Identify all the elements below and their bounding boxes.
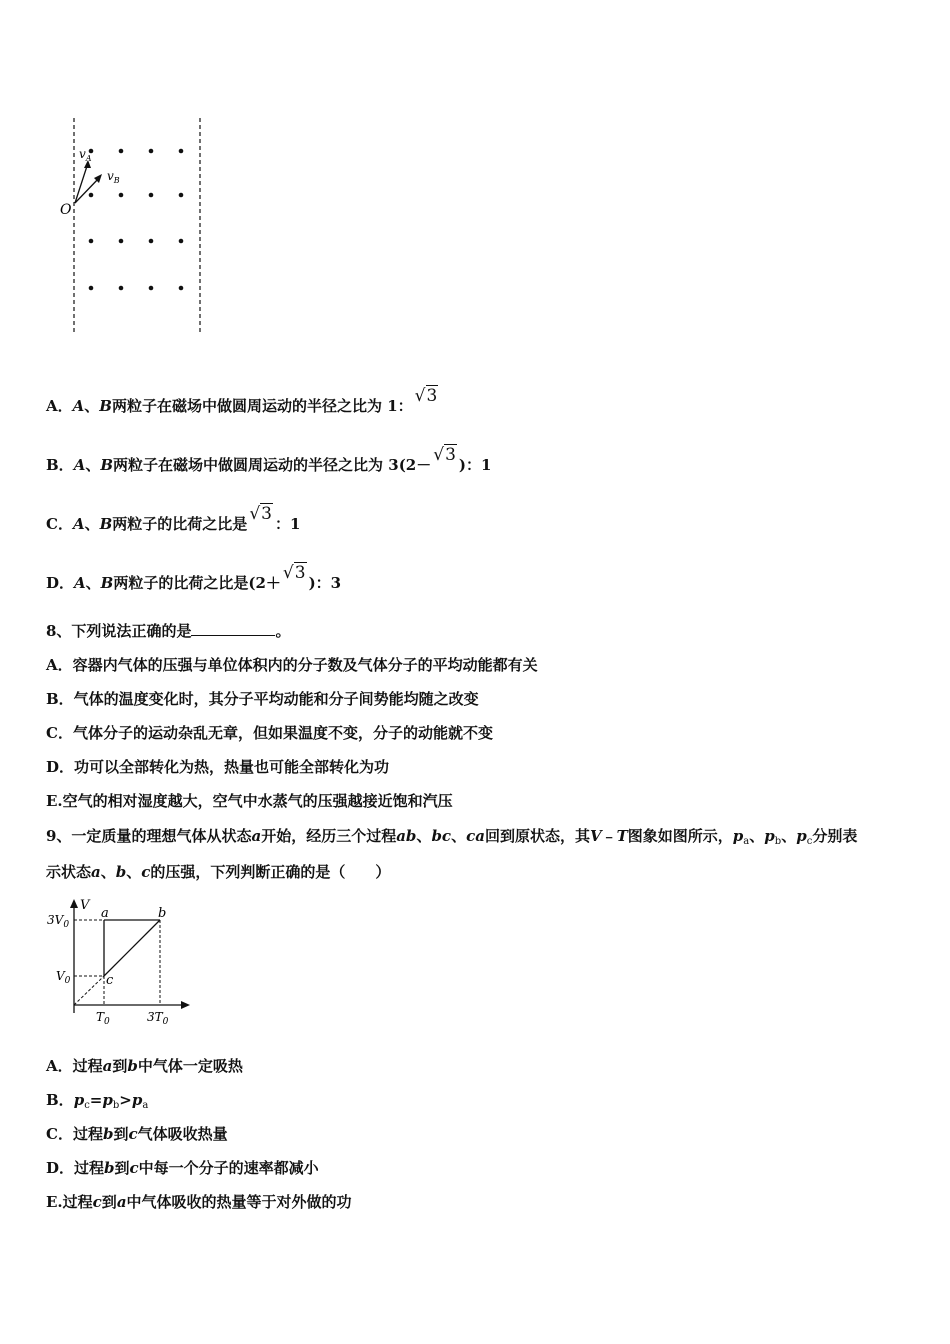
sqrt-symbol: √3 xyxy=(249,504,272,524)
origin-label: O xyxy=(60,202,72,218)
y-axis-label: V xyxy=(80,898,90,913)
process-bc xyxy=(104,920,160,976)
q7-option-a: A．A、B两粒子在磁场中做圆周运动的半径之比为 1： √3 xyxy=(46,386,438,415)
q9-option-c: C．过程b到c气体吸收热量 xyxy=(46,1125,228,1143)
x-axis-arrowhead xyxy=(181,1001,190,1009)
va-label: $v_A$ xyxy=(79,147,92,163)
y-axis-arrowhead xyxy=(70,899,78,908)
sqrt-symbol: √3 xyxy=(433,445,456,465)
q9-stem-line1: 9、一定质量的理想气体从状态a开始，经历三个过程ab、bc、ca回到原状态，其V﹣T图象如图所示，$p_a$、$p_b$、$p_c$分别表 xyxy=(46,827,858,847)
q9-option-a: A．过程a到b中气体一定吸热 xyxy=(46,1057,243,1075)
q8-option-e: E.空气的相对湿度越大，空气中水蒸气的压强越接近饱和汽压 xyxy=(46,792,453,810)
tick-t0: $T_0$ xyxy=(96,1010,110,1027)
sqrt-symbol: √3 xyxy=(414,386,438,406)
field-dots xyxy=(89,149,184,291)
tick-v0: $V_0$ xyxy=(56,969,71,986)
answer-blank xyxy=(191,621,275,636)
sqrt-symbol: √3 xyxy=(282,563,306,583)
q8-option-a: A．容器内气体的压强与单位体积内的分子数及气体分子的平均动能都有关 xyxy=(46,656,538,674)
q8-option-b: B．气体的温度变化时，其分子平均动能和分子间势能均随之改变 xyxy=(46,690,479,708)
point-a-label: a xyxy=(101,906,109,921)
q8-option-c: C．气体分子的运动杂乱无章，但如果温度不变，分子的动能就不变 xyxy=(46,724,493,742)
point-c-label: c xyxy=(106,973,114,988)
q7-option-b: B．A、B两粒子在磁场中做圆周运动的半径之比为 3(2－ √3 )：1 xyxy=(46,445,492,474)
q9-stem-line2: 示状态a、b、c的压强，下列判断正确的是（ ） xyxy=(46,863,391,881)
q7-option-c: C．A、B两粒子的比荷之比是 √3 ：1 xyxy=(46,504,301,533)
q9-option-e: E.过程c到a中气体吸收的热量等于对外做的功 xyxy=(46,1193,352,1211)
q9-option-b: B．$p_c=p_b>p_a$ xyxy=(46,1091,149,1111)
q8-stem: 8、下列说法正确的是 。 xyxy=(46,622,291,640)
q8-option-d: D．功可以全部转化为热，热量也可能全部转化为功 xyxy=(46,758,390,776)
tick-3t0: $3T_0$ xyxy=(147,1010,169,1027)
tick-3v0: $3V_0$ xyxy=(47,913,70,930)
vt-graph xyxy=(44,893,204,1033)
point-b-label: b xyxy=(158,906,167,921)
q9-option-d: D．过程b到c中每一个分子的速率都减小 xyxy=(46,1159,319,1177)
magnetic-field-figure xyxy=(40,110,220,340)
dash-origin-c xyxy=(74,976,104,1005)
vb-label: $v_B$ xyxy=(107,169,120,185)
q7-option-d: D．A、B两粒子的比荷之比是(2＋ √3 )：3 xyxy=(46,563,342,592)
